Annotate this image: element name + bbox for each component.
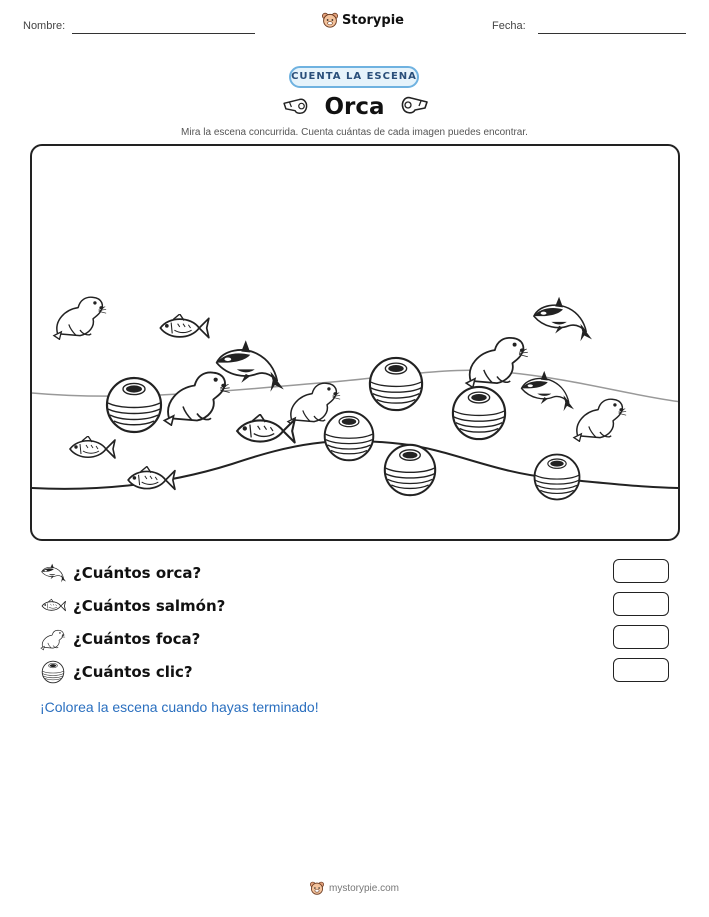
activity-pill: CUENTA LA ESCENA bbox=[289, 66, 419, 88]
clicker-1 bbox=[107, 378, 161, 432]
answer-salmon-box[interactable] bbox=[613, 592, 669, 616]
bear-logo-icon bbox=[322, 12, 338, 28]
question-salmon-label: ¿Cuántos salmón? bbox=[73, 597, 226, 615]
answer-seal-box[interactable] bbox=[613, 625, 669, 649]
question-clicker-label: ¿Cuántos clic? bbox=[73, 663, 193, 681]
counting-scene bbox=[30, 144, 680, 541]
seal-1 bbox=[54, 297, 106, 339]
seal-5 bbox=[574, 399, 626, 441]
clicker-2 bbox=[370, 358, 422, 410]
salmon-1 bbox=[160, 314, 208, 338]
clicker-3 bbox=[453, 387, 505, 439]
brand-logo bbox=[322, 12, 404, 28]
footer-site: mystorypie.com bbox=[328, 882, 399, 894]
question-orca bbox=[40, 560, 201, 586]
question-seal-label: ¿Cuántos foca? bbox=[73, 630, 201, 648]
orca-icon bbox=[40, 561, 66, 585]
salmon-3 bbox=[70, 436, 115, 458]
date-label: Fecha: bbox=[492, 20, 526, 32]
seal-4 bbox=[466, 338, 528, 388]
name-field[interactable] bbox=[72, 33, 255, 34]
clicker-5 bbox=[385, 445, 435, 495]
seal-2 bbox=[164, 372, 229, 425]
seal-icon bbox=[40, 627, 66, 651]
coloring-note: ¡Colorea la escena cuando hayas terminado! bbox=[40, 699, 319, 715]
salmon-2 bbox=[237, 414, 295, 442]
instructions: Mira la escena concurrida. Cuenta cuántas de cada imagen puedes encontrar. bbox=[181, 127, 528, 138]
answer-clicker-box[interactable] bbox=[613, 658, 669, 682]
question-clicker bbox=[40, 659, 193, 685]
footer bbox=[0, 881, 709, 895]
clicker-icon bbox=[40, 660, 66, 684]
answer-orca-box[interactable] bbox=[613, 559, 669, 583]
salmon-4 bbox=[128, 466, 175, 489]
question-orca-label: ¿Cuántos orca? bbox=[73, 564, 202, 582]
brand-name: Storypie bbox=[342, 12, 404, 28]
date-field[interactable] bbox=[538, 33, 686, 34]
whistle-right-icon bbox=[399, 94, 429, 118]
question-seal bbox=[40, 626, 200, 652]
salmon-icon bbox=[40, 594, 66, 618]
orca-1 bbox=[217, 340, 284, 392]
clicker-6 bbox=[535, 455, 580, 500]
question-salmon bbox=[40, 593, 225, 619]
bear-logo-icon bbox=[310, 881, 324, 895]
clicker-4 bbox=[325, 412, 374, 461]
name-label: Nombre: bbox=[23, 20, 66, 32]
scene-illustration bbox=[32, 146, 680, 541]
page-title: Orca bbox=[324, 94, 385, 120]
orca-2 bbox=[534, 297, 592, 342]
